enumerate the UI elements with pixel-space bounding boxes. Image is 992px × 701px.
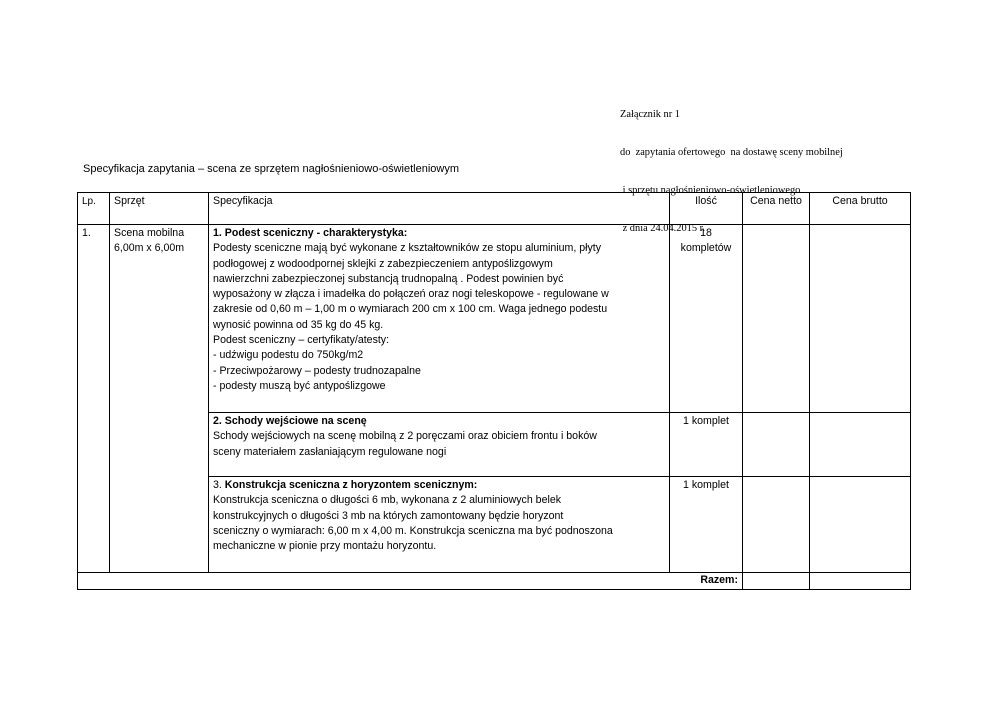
annex-line: z dnia 24.04.2015 r. (620, 222, 706, 234)
specification-table (77, 192, 911, 590)
header-spec: Specyfikacja (209, 193, 670, 225)
qty-stairs: 1 komplet (670, 413, 743, 477)
spec-line: sceniczny o wymiarach: 6,00 m x 4,00 m. Konstrukcja sceniczna ma być podnoszona (213, 524, 613, 537)
spec-line: sceny materiałem zasłaniającym regulowane nogi (213, 445, 447, 458)
header-lp: Lp. (78, 193, 110, 225)
qty-unit: kompletów (680, 242, 732, 255)
spec-line: wyposażony w złącza i imadełka do połączeń oraz nogi teleskopowe - regulowane w (213, 288, 609, 301)
spec-stairs (209, 413, 670, 477)
spec-line: - udźwigu podestu do 750kg/m2 (213, 349, 364, 362)
spec-line: mechaniczne w pionie przy montażu horyzontu. (213, 540, 437, 553)
total-row (78, 573, 911, 590)
net-price-cell (743, 225, 810, 413)
gross-price-cell (810, 225, 911, 413)
spec-construction (209, 477, 670, 573)
header-net: Cena netto (743, 193, 810, 225)
gross-price-cell (810, 413, 911, 477)
qty-value: 18 (700, 227, 712, 239)
spec-line: nawierzchni zabezpieczonej substancją trudnopalną . Podest powinien być (213, 272, 564, 285)
spec-line: - Przeciwpożarowy – podesty trudnozapalne (213, 364, 421, 377)
spec-title-text: Konstrukcja sceniczna z horyzontem scenicznym: (224, 479, 478, 491)
qty-podest (670, 225, 743, 413)
row-item-line: 6,00m x 6,00m (114, 242, 185, 255)
spec-line: podłogowej z wodoodpornej sklejki z zabezpieczeniem antypoślizgowym (213, 257, 553, 270)
spec-podest-title: 1. Podest sceniczny - charakterystyka: (213, 227, 408, 239)
header-item: Sprzęt (110, 193, 209, 225)
spec-stairs-title: 2. Schody wejściowe na scenę (213, 415, 367, 427)
document-heading: Specyfikacja zapytania – scena ze sprzętem nagłośnieniowo-oświetleniowym (83, 163, 460, 175)
annex-line: i sprzętu nagłośnieniowo-oświetleniowego (620, 184, 801, 196)
spec-podest (209, 225, 670, 413)
table-row (78, 225, 911, 413)
row-item-line: Scena mobilna (114, 227, 185, 239)
annex-line: Załącznik nr 1 (620, 109, 681, 121)
gross-price-cell (810, 477, 911, 573)
header-qty: Ilość (670, 193, 743, 225)
net-price-cell (743, 413, 810, 477)
spec-line: Podesty sceniczne mają być wykonane z kształtowników ze stopu aluminium, płyty (213, 242, 602, 255)
header-gross: Cena brutto (810, 193, 911, 225)
net-price-cell (743, 477, 810, 573)
spec-line: Schody wejściowych na scenę mobilną z 2 poręczami oraz obiciem frontu i boków (213, 430, 597, 443)
table-header-row (78, 193, 911, 225)
total-net-cell (743, 573, 810, 590)
spec-number: 3. (213, 479, 225, 491)
row-item (110, 225, 209, 573)
spec-line: konstrukcyjnych o długości 3 mb na których zamontowany będzie horyzont (213, 509, 564, 522)
spec-line: Podest sceniczny – certyfikaty/atesty: (213, 334, 390, 347)
spec-line: Konstrukcja sceniczna o długości 6 mb, wykonana z 2 aluminiowych belek (213, 494, 562, 507)
annex-line: do zapytania ofertowego na dostawę sceny mobilnej (620, 146, 843, 158)
total-gross-cell (810, 573, 911, 590)
qty-construction: 1 komplet (670, 477, 743, 573)
spec-construction-title (213, 478, 665, 493)
spec-line: - podesty muszą być antypoślizgowe (213, 379, 386, 392)
spec-line: wynosić powinna od 35 kg do 45 kg. (213, 318, 384, 331)
row-lp: 1. (78, 225, 110, 573)
spec-line: zakresie od 0,60 m – 1,00 m o wymiarach 200 cm x 100 cm. Waga jednego podestu (213, 303, 608, 316)
total-label: Razem: (78, 573, 743, 590)
